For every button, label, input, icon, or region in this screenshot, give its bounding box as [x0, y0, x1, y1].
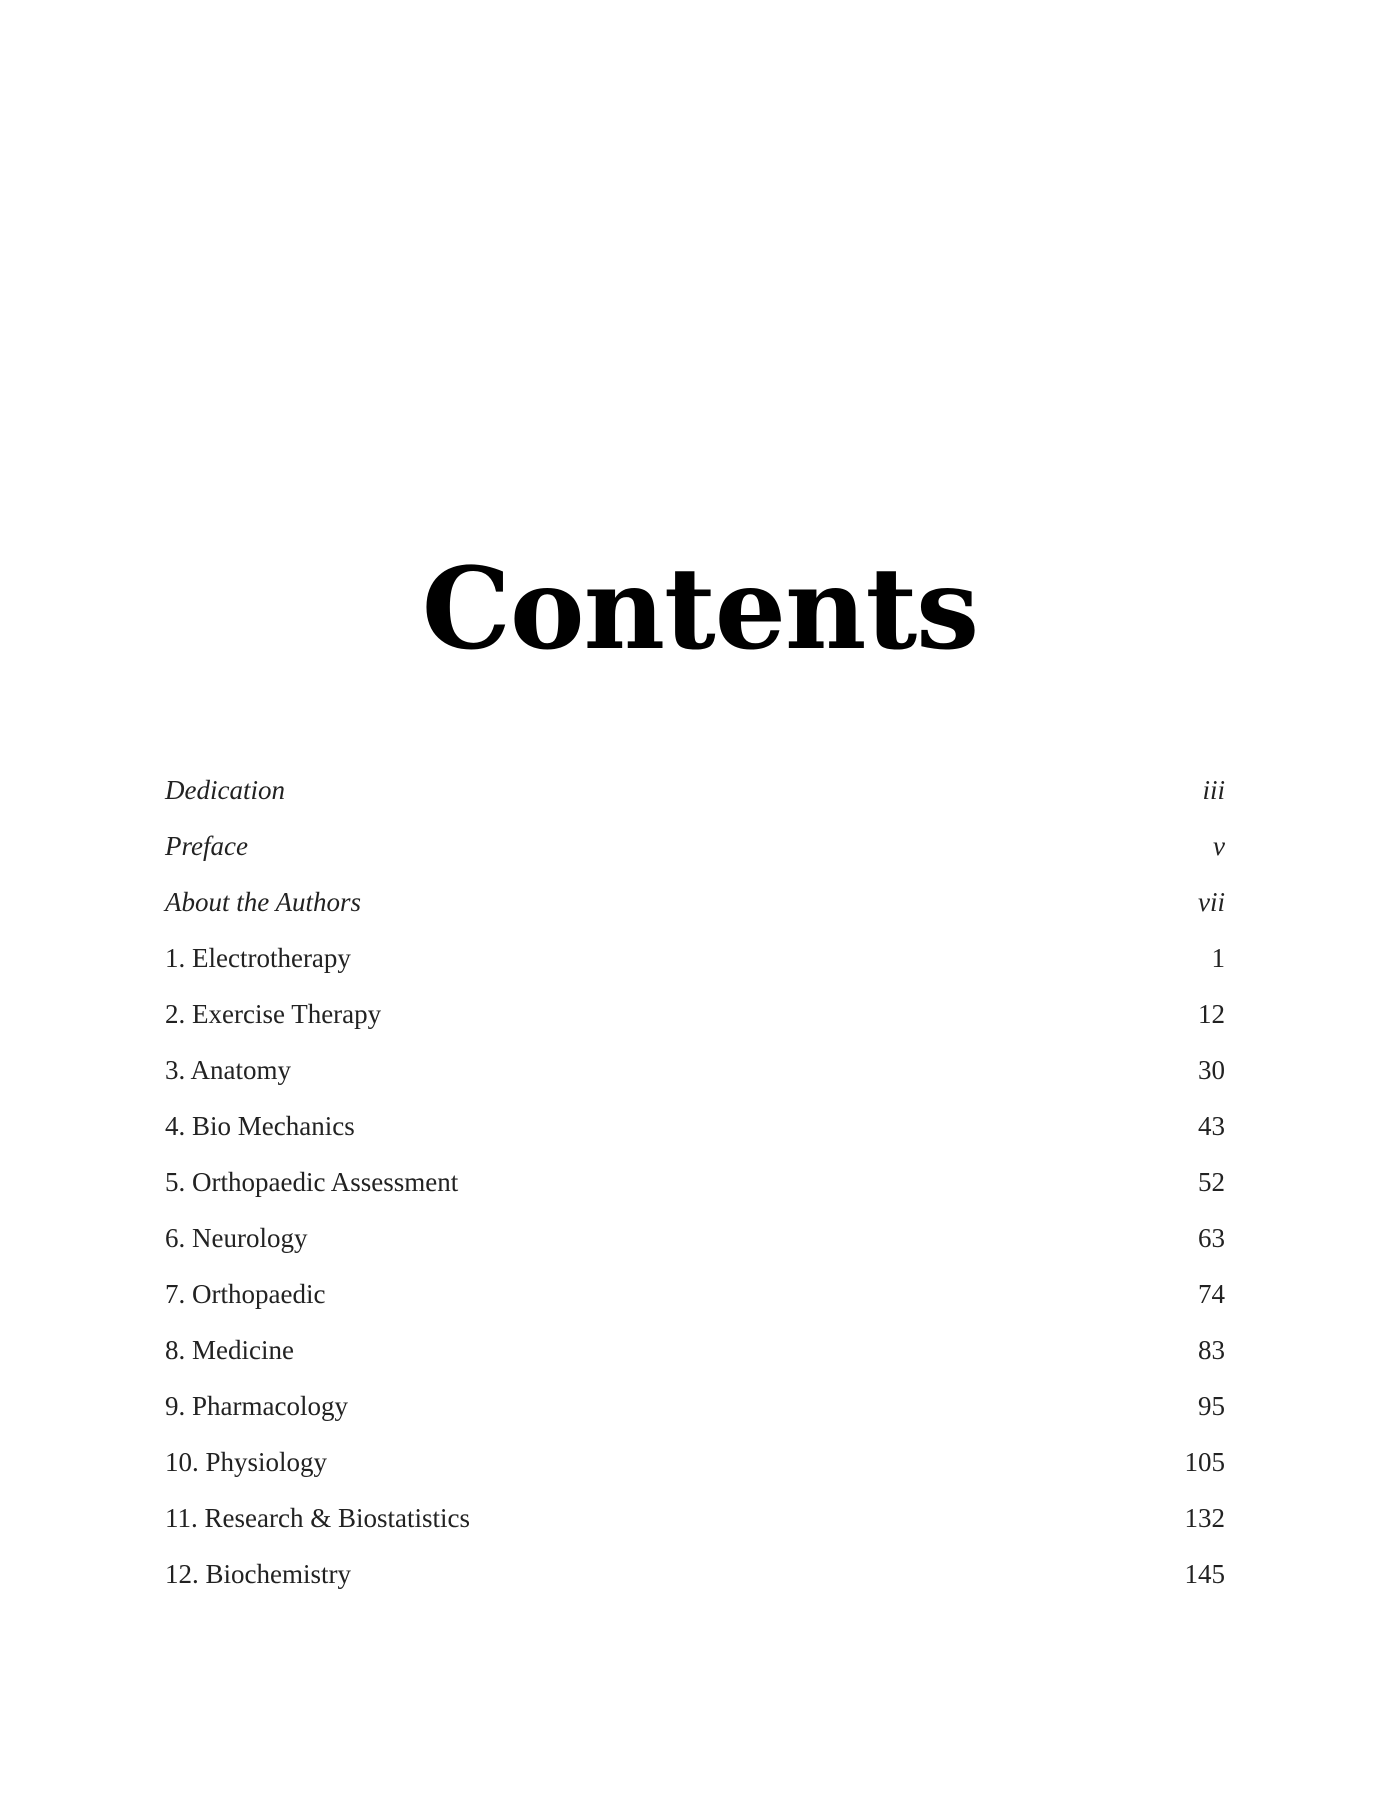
toc-entry-label: 1. Electrotherapy — [165, 943, 351, 973]
toc-entry-label: 3. Anatomy — [165, 1055, 291, 1085]
toc-entry-dedication[interactable] — [165, 762, 1225, 818]
toc-entry-page-number: 74 — [1198, 1279, 1225, 1309]
toc-entry-page-number: 132 — [1184, 1503, 1225, 1533]
toc-entry-orthopaedic-assessment[interactable] — [165, 1154, 1225, 1210]
toc-entry-label: 9. Pharmacology — [165, 1391, 348, 1421]
toc-entry-page-number: v — [1213, 831, 1225, 861]
toc-entry-anatomy[interactable] — [165, 1042, 1225, 1098]
page-title: Contents — [421, 544, 979, 675]
toc-entry-label: 6. Neurology — [165, 1223, 308, 1253]
toc-entry-label: Dedication — [165, 775, 285, 805]
toc-entry-page-number: 63 — [1198, 1223, 1225, 1253]
toc-entry-about-the-authors[interactable] — [165, 874, 1225, 930]
toc-entry-research-biostatistics[interactable] — [165, 1490, 1225, 1546]
toc-entry-page-number: 145 — [1184, 1559, 1225, 1589]
toc-entry-page-number: 30 — [1198, 1055, 1225, 1085]
toc-entry-label: 2. Exercise Therapy — [165, 999, 382, 1029]
toc-entry-preface[interactable] — [165, 818, 1225, 874]
toc-entry-orthopaedic[interactable] — [165, 1266, 1225, 1322]
toc-entry-neurology[interactable] — [165, 1210, 1225, 1266]
toc-entry-label: 12. Biochemistry — [165, 1559, 351, 1589]
toc-entry-bio-mechanics[interactable] — [165, 1098, 1225, 1154]
toc-entry-page-number: vii — [1198, 887, 1225, 917]
toc-entry-page-number: 105 — [1184, 1447, 1225, 1477]
toc-entry-label: Preface — [165, 831, 248, 861]
toc-entry-label: 10. Physiology — [165, 1447, 328, 1477]
table-of-contents — [165, 762, 1225, 1602]
toc-entry-label: 11. Research & Biostatistics — [165, 1503, 470, 1533]
toc-entry-biochemistry[interactable] — [165, 1546, 1225, 1602]
toc-entry-page-number: 52 — [1198, 1167, 1225, 1197]
toc-entry-exercise-therapy[interactable] — [165, 986, 1225, 1042]
toc-entry-label: 8. Medicine — [165, 1335, 294, 1365]
toc-entry-physiology[interactable] — [165, 1434, 1225, 1490]
toc-entry-label: 7. Orthopaedic — [165, 1279, 326, 1309]
toc-entry-label: 5. Orthopaedic Assessment — [165, 1167, 459, 1197]
toc-entry-page-number: 83 — [1198, 1335, 1225, 1365]
toc-entry-page-number: 43 — [1198, 1111, 1225, 1141]
toc-entry-page-number: 12 — [1198, 999, 1225, 1029]
toc-entry-page-number: 95 — [1198, 1391, 1225, 1421]
toc-entry-medicine[interactable] — [165, 1322, 1225, 1378]
toc-entry-electrotherapy[interactable] — [165, 930, 1225, 986]
toc-entry-page-number: 1 — [1211, 943, 1225, 973]
toc-entry-label: 4. Bio Mechanics — [165, 1111, 355, 1141]
toc-entry-pharmacology[interactable] — [165, 1378, 1225, 1434]
toc-entry-page-number: iii — [1202, 775, 1225, 805]
toc-entry-label: About the Authors — [165, 887, 362, 917]
